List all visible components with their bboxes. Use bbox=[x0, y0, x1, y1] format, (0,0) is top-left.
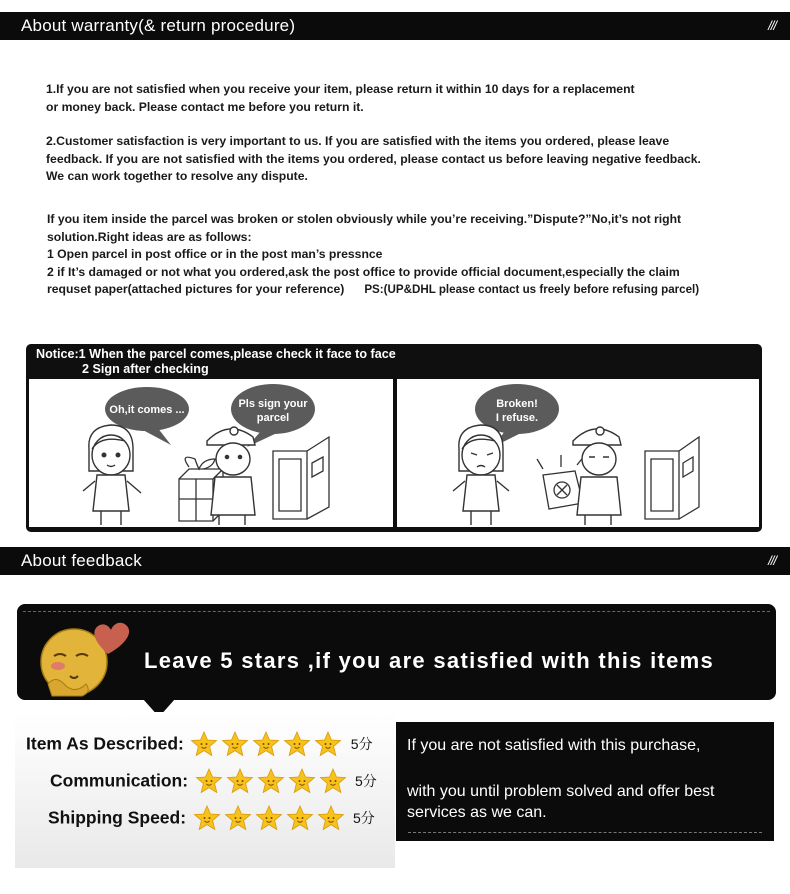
text-line: If you item inside the parcel was broken or stolen obviously while you’re receiving.”Dispute?”No,it’s not right bbox=[47, 212, 682, 226]
rating-row-item-described bbox=[26, 731, 373, 759]
star-icon bbox=[257, 768, 285, 794]
warranty-section-title: About warranty(& return procedure) bbox=[21, 16, 296, 35]
refusing-scene-drawing bbox=[397, 379, 759, 527]
text-line: We can work together to resolve any dispute. bbox=[46, 169, 308, 183]
warranty-paragraph-1 bbox=[46, 81, 746, 116]
text-line: 2.Customer satisfaction is very important to us. If you are satisfied with the items you ordered, please leave bbox=[46, 134, 670, 148]
text-line: or money back. Please contact me before you return it. bbox=[46, 99, 364, 114]
receiving-scene-drawing bbox=[29, 379, 393, 527]
star-rating bbox=[190, 731, 345, 757]
warranty-paragraph-2 bbox=[46, 133, 746, 186]
feedback-section-title: About feedback bbox=[21, 551, 142, 570]
rating-row-communication bbox=[50, 768, 377, 796]
rating-label: Shipping Speed: bbox=[48, 807, 187, 828]
star-icon bbox=[226, 768, 254, 794]
star-icon bbox=[195, 768, 223, 794]
ps-note: PS:(UP&DHL please contact us freely before refusing parcel) bbox=[364, 283, 700, 296]
text-line bbox=[47, 281, 747, 299]
note-line-1: If you are not satisfied with this purchase, bbox=[407, 737, 701, 754]
dissatisfaction-note bbox=[396, 722, 774, 841]
star-icon bbox=[255, 805, 283, 831]
header-slash-marks: /// bbox=[768, 553, 776, 568]
text-line-part: requset paper(attached pictures for your reference) bbox=[47, 282, 345, 296]
star-rating bbox=[193, 805, 348, 831]
door-drawing bbox=[645, 437, 699, 519]
bubble-customer-text: Oh,it comes ... bbox=[109, 404, 185, 416]
feedback-section-header bbox=[0, 547, 790, 575]
notice-text bbox=[36, 347, 396, 377]
warranty-section-header bbox=[0, 12, 790, 40]
bubble-postman-text-1: Pls sign your bbox=[238, 398, 308, 410]
rating-row-shipping-speed bbox=[48, 805, 375, 833]
star-icon bbox=[286, 805, 314, 831]
girl-figure bbox=[453, 425, 509, 525]
postman-figure bbox=[573, 427, 621, 525]
dashed-divider bbox=[408, 832, 762, 833]
warranty-paragraph-3 bbox=[47, 211, 747, 299]
header-slash-marks: /// bbox=[768, 18, 776, 33]
note-line-2: with you until problem solved and offer best services as we can. bbox=[407, 783, 715, 821]
notice-box bbox=[26, 344, 762, 532]
text-line: feedback. If you are not satisfied with the items you ordered, please contact us before leaving negative feedback. bbox=[46, 151, 701, 166]
text-line: 1 Open parcel in post office or in the post man’s pressnce bbox=[47, 247, 383, 261]
illustration-refusing-parcel bbox=[397, 379, 759, 527]
star-icon bbox=[288, 768, 316, 794]
girl-figure bbox=[83, 425, 141, 525]
text-line: 2 if It’s damaged or not what you ordered,ask the post office to provide official document,especially the claim bbox=[47, 264, 680, 279]
star-icon bbox=[252, 731, 280, 757]
bubble-refuse-text-2: I refuse. bbox=[495, 412, 539, 424]
rating-score: 5分 bbox=[352, 810, 375, 826]
star-icon bbox=[317, 805, 345, 831]
star-icon bbox=[224, 805, 252, 831]
rating-label: Item As Described: bbox=[26, 733, 184, 754]
blushing-emoji-icon bbox=[36, 614, 136, 700]
star-icon bbox=[193, 805, 221, 831]
rating-score: 5分 bbox=[354, 773, 377, 789]
text-line: 1.If you are not satisfied when you receive your item, please return it within 10 days for a replacement bbox=[46, 82, 635, 96]
dashed-divider bbox=[23, 611, 770, 612]
bubble-postman-text-2: parcel bbox=[256, 412, 290, 424]
notice-line-2: 2 Sign after checking bbox=[82, 362, 209, 376]
star-icon bbox=[314, 731, 342, 757]
star-rating bbox=[195, 768, 350, 794]
door-drawing bbox=[273, 437, 329, 519]
postman-figure bbox=[207, 427, 255, 525]
bubble-refuse-text-1: Broken! bbox=[496, 398, 538, 410]
notice-line-1: Notice:1 When the parcel comes,please check it face to face bbox=[36, 347, 396, 361]
text-line: solution.Right ideas are as follows: bbox=[47, 229, 252, 244]
star-icon bbox=[283, 731, 311, 757]
illustration-receiving-parcel bbox=[29, 379, 393, 527]
star-icon bbox=[190, 731, 218, 757]
star-icon bbox=[319, 768, 347, 794]
rating-label: Communication: bbox=[50, 770, 189, 791]
star-icon bbox=[221, 731, 249, 757]
banner-headline: Leave 5 stars ,if you are satisfied with this items bbox=[144, 648, 715, 673]
rating-score: 5分 bbox=[350, 736, 373, 752]
